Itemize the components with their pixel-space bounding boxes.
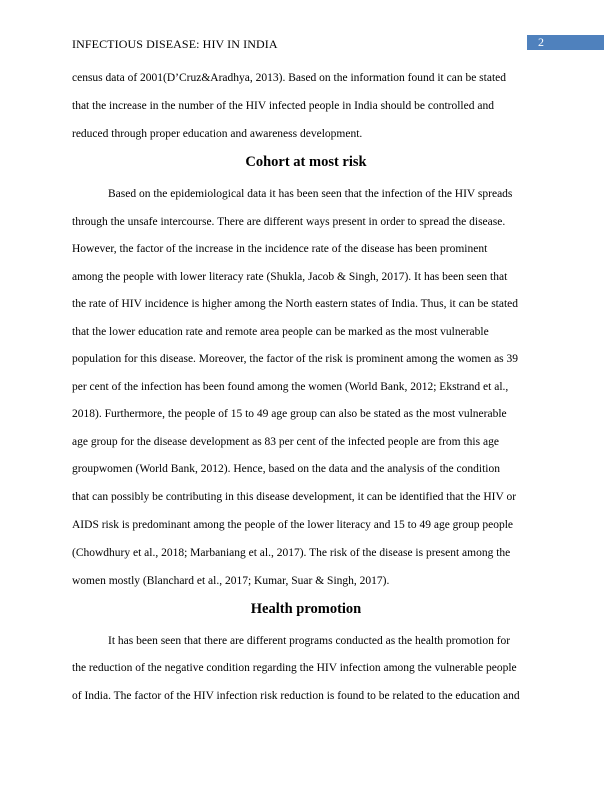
body-line: women mostly (Blanchard et al., 2017; Kumar, Suar & Singh, 2017). [72,575,390,587]
section-heading: Health promotion [250,601,362,617]
body-line: of India. The factor of the HIV infection risk reduction is found to be related to the education and [72,690,520,702]
body-line: However, the factor of the increase in the incidence rate of the disease has been prominent [72,243,488,255]
body-line: Based on the epidemiological data it has been seen that the infection of the HIV spreads [108,188,513,200]
running-head: INFECTIOUS DISEASE: HIV IN INDIA [72,37,278,51]
body-line: (Chowdhury et al., 2018; Marbaniang et al., 2017). The risk of the disease is present among the [72,547,511,559]
body-line: the reduction of the negative condition regarding the HIV infection among the vulnerable people [72,662,517,674]
body-line: that can possibly be contributing in this disease development, it can be identified that the HIV or [72,491,517,503]
body-line: that the lower education rate and remote area people can be marked as the most vulnerable [72,326,489,338]
body-line: groupwomen (World Bank, 2012). Hence, based on the data and the analysis of the condition [72,463,500,475]
section-heading: Cohort at most risk [245,154,367,170]
body-line: AIDS risk is predominant among the people of the lower literacy and 15 to 49 age group people [72,519,514,531]
body-line: that the increase in the number of the HIV infected people in India should be controlled and [72,100,494,112]
body-line: among the people with lower literacy rate (Shukla, Jacob & Singh, 2017). It has been seen that [72,271,508,283]
page-number: 2 [527,35,604,50]
body-line: 2018). Furthermore, the people of 15 to 49 age group can also be stated as the most vulnerable [72,408,507,420]
body-line: per cent of the infection has been found among the women (World Bank, 2012; Ekstrand et al., [72,381,509,393]
body-line: through the unsafe intercourse. There are different ways present in order to spread the disease. [72,216,506,228]
body-line: reduced through proper education and awareness development. [72,128,363,140]
body-line: It has been seen that there are different programs conducted as the health promotion for [108,635,511,647]
body-line: population for this disease. Moreover, the factor of the risk is prominent among the women as 39 [72,353,519,365]
body-line: the rate of HIV incidence is higher among the North eastern states of India. Thus, it can be stated [72,298,519,310]
body-line: age group for the disease development as 83 per cent of the infected people are from this age [72,436,499,448]
body-line: census data of 2001(D’Cruz&Aradhya, 2013). Based on the information found it can be stated [72,72,507,84]
